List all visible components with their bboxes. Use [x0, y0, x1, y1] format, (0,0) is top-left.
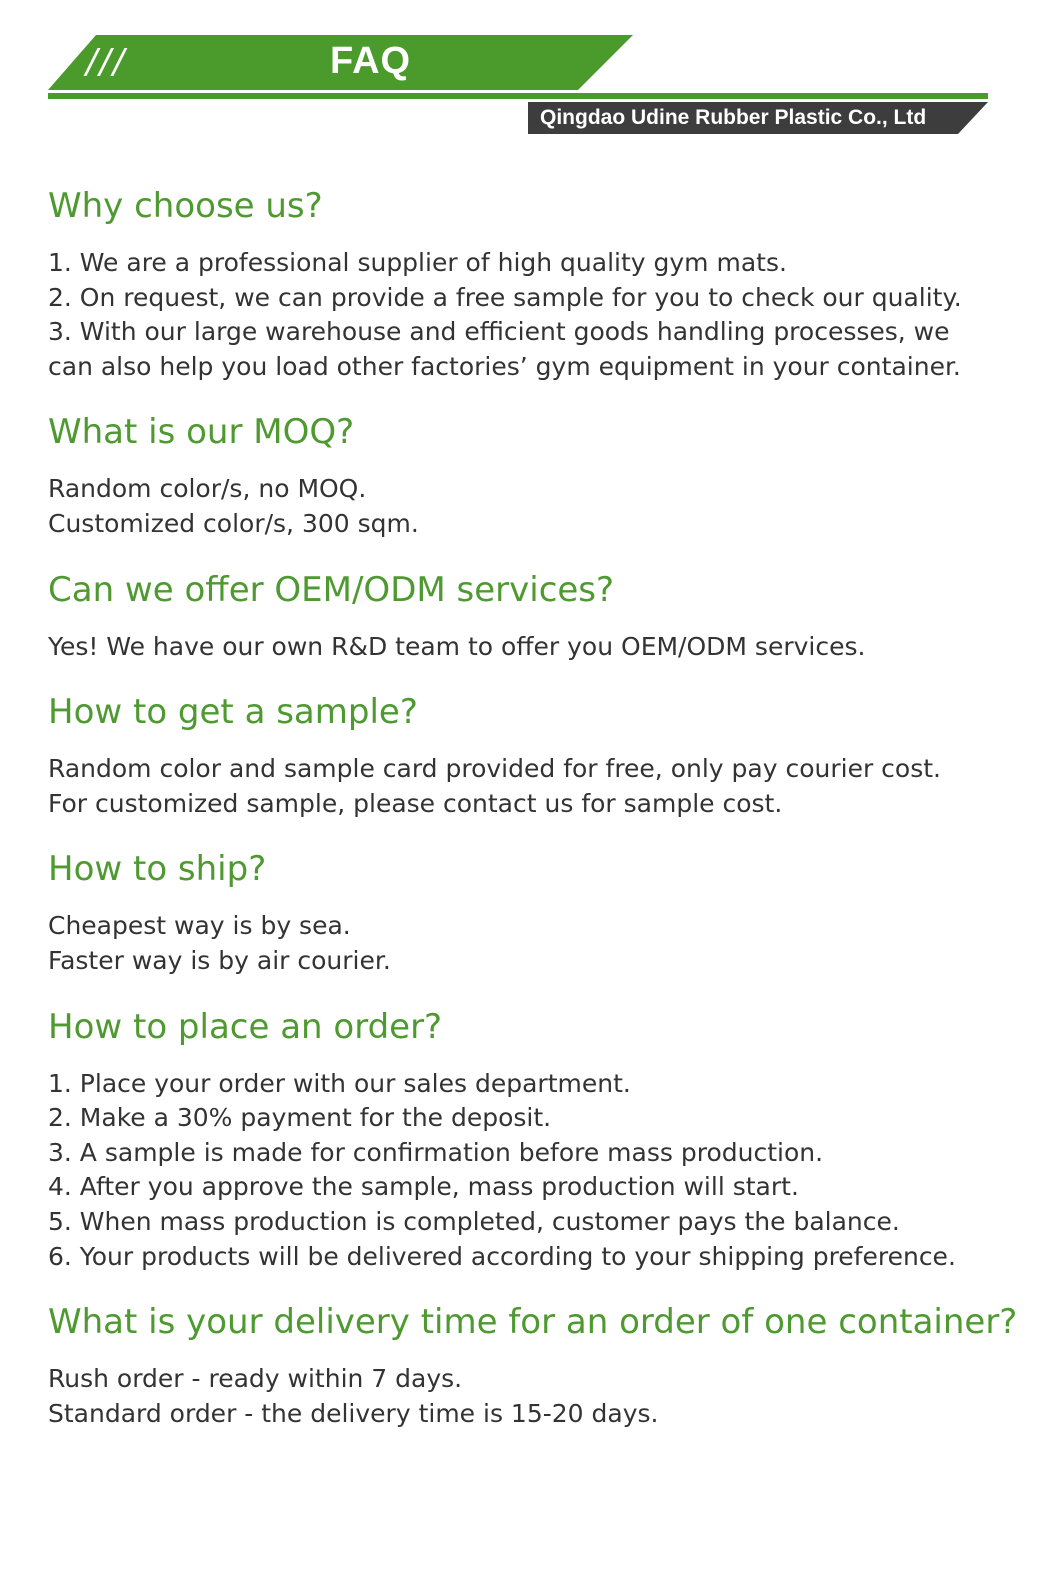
answer-line: Standard order - the delivery time is 15-20 days.: [48, 1398, 659, 1428]
answer-line: 2. On request, we can provide a free sample for you to check our quality.: [48, 282, 962, 312]
faq-item: [48, 686, 1008, 821]
faq-item: [48, 1296, 1018, 1431]
faq-question: How to ship?: [48, 849, 267, 890]
answer-line: 5. When mass production is completed, customer pays the balance.: [48, 1206, 900, 1236]
faq-question: What is your delivery time for an order of one container?: [48, 1302, 1018, 1343]
answer-line: 2. Make a 30% payment for the deposit.: [48, 1103, 552, 1133]
answer-line: 4. After you approve the sample, mass production will start.: [48, 1172, 799, 1202]
answer-line: 3. With our large warehouse and efficient goods handling processes, we: [48, 317, 950, 347]
answer-line: Cheapest way is by sea.: [48, 911, 351, 941]
answer-line: Faster way is by air courier.: [48, 945, 391, 975]
faq-answer: [48, 472, 1008, 541]
faq-item: [48, 1001, 1008, 1275]
faq-answer: [48, 630, 1008, 665]
faq-item: [48, 406, 1008, 541]
faq-answer: [48, 752, 1008, 821]
answer-line: Random color/s, no MOQ.: [48, 474, 367, 504]
banner-slashes: ///: [86, 42, 127, 82]
company-name: Qingdao Udine Rubber Plastic Co., Ltd: [540, 106, 927, 129]
faq-question: Can we offer OEM/ODM services?: [48, 569, 615, 610]
answer-line: 1. We are a professional supplier of high quality gym mats.: [48, 248, 787, 277]
faq-header: [0, 0, 1060, 150]
faq-answer: [48, 909, 1008, 978]
faq-item: [48, 843, 1008, 978]
faq-question: Why choose us?: [48, 186, 323, 226]
faq-item: [48, 564, 1008, 665]
faq-answer: [48, 246, 1008, 384]
answer-line: can also help you load other factories’ gym equipment in your container.: [48, 351, 961, 381]
faq-list: [48, 180, 1018, 1453]
answer-line: Customized color/s, 300 sqm.: [48, 508, 419, 538]
faq-item: [48, 180, 1008, 384]
answer-line: Rush order - ready within 7 days.: [48, 1364, 463, 1394]
answer-line: Yes! We have our own R&D team to offer you OEM/ODM services.: [48, 631, 866, 661]
answer-line: Random color and sample card provided for free, only pay courier cost.: [48, 754, 941, 784]
page-title: FAQ: [330, 40, 412, 82]
answer-line: 3. A sample is made for confirmation before mass production.: [48, 1137, 824, 1167]
answer-line: For customized sample, please contact us for sample cost.: [48, 788, 783, 818]
faq-question: How to get a sample?: [48, 692, 418, 733]
answer-line: 1. Place your order with our sales department.: [48, 1068, 631, 1098]
faq-answer: [48, 1067, 1008, 1275]
faq-question: What is our MOQ?: [48, 412, 355, 453]
faq-answer: [48, 1362, 1008, 1431]
answer-line: 6. Your products will be delivered according to your shipping preference.: [48, 1241, 956, 1271]
faq-question: How to place an order?: [48, 1006, 443, 1047]
header-divider: [48, 93, 988, 99]
